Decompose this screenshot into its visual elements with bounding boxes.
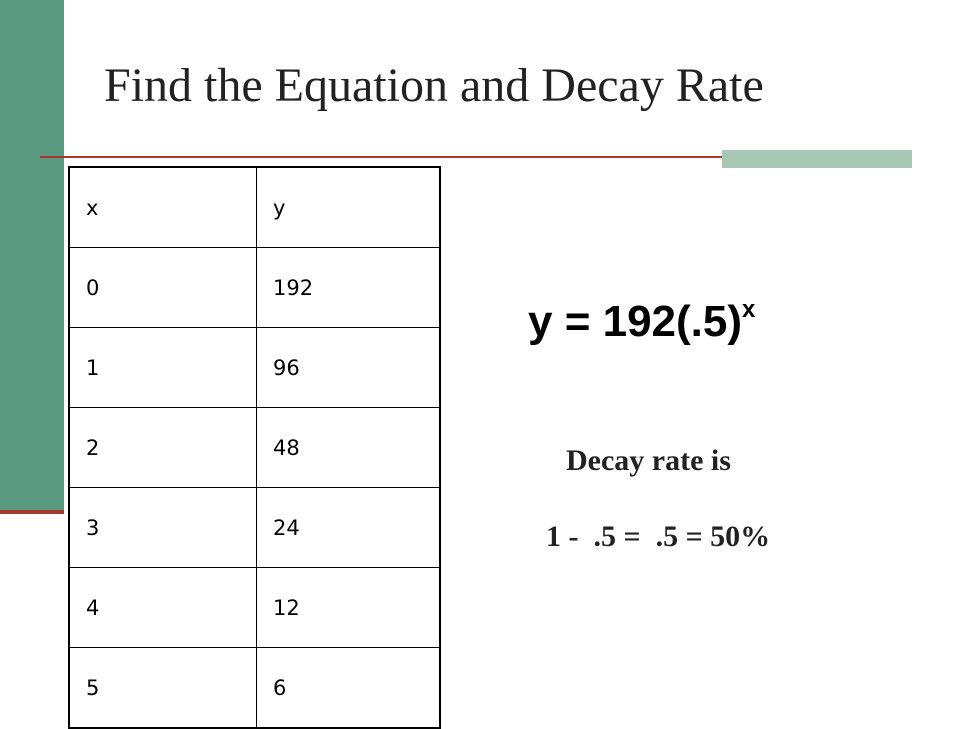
left-decorative-bar [0,0,64,510]
table-cell-y: 48 [257,408,441,488]
decay-rate-calculation: 1 - .5 = .5 = 50% [546,520,771,553]
exponential-equation [528,296,756,346]
equation-base: y = 192(.5) [528,297,743,346]
table-cell-y: 12 [257,568,441,648]
slide-title: Find the Equation and Decay Rate [104,59,764,112]
table-row [69,408,440,488]
table-cell-x: 5 [69,648,257,729]
table-cell-x: 4 [69,568,257,648]
table-cell-x: 1 [69,328,257,408]
table-cell-x: 2 [69,408,257,488]
table-header-row [69,167,440,248]
decay-rate-label: Decay rate is [566,444,731,477]
table-cell-x: 3 [69,488,257,568]
table-row [69,328,440,408]
left-bar-rule [0,510,64,514]
equation-exponent: x [742,296,756,323]
table-header-x: x [69,167,257,248]
xy-table [68,166,441,729]
table-cell-y: 96 [257,328,441,408]
table-row [69,248,440,328]
table-cell-x: 0 [69,248,257,328]
table-cell-y: 6 [257,648,441,729]
table-header-y: y [257,167,441,248]
table-cell-y: 192 [257,248,441,328]
table-row [69,648,440,729]
title-accent-block [722,150,912,168]
table-row [69,488,440,568]
table-cell-y: 24 [257,488,441,568]
table-row [69,568,440,648]
